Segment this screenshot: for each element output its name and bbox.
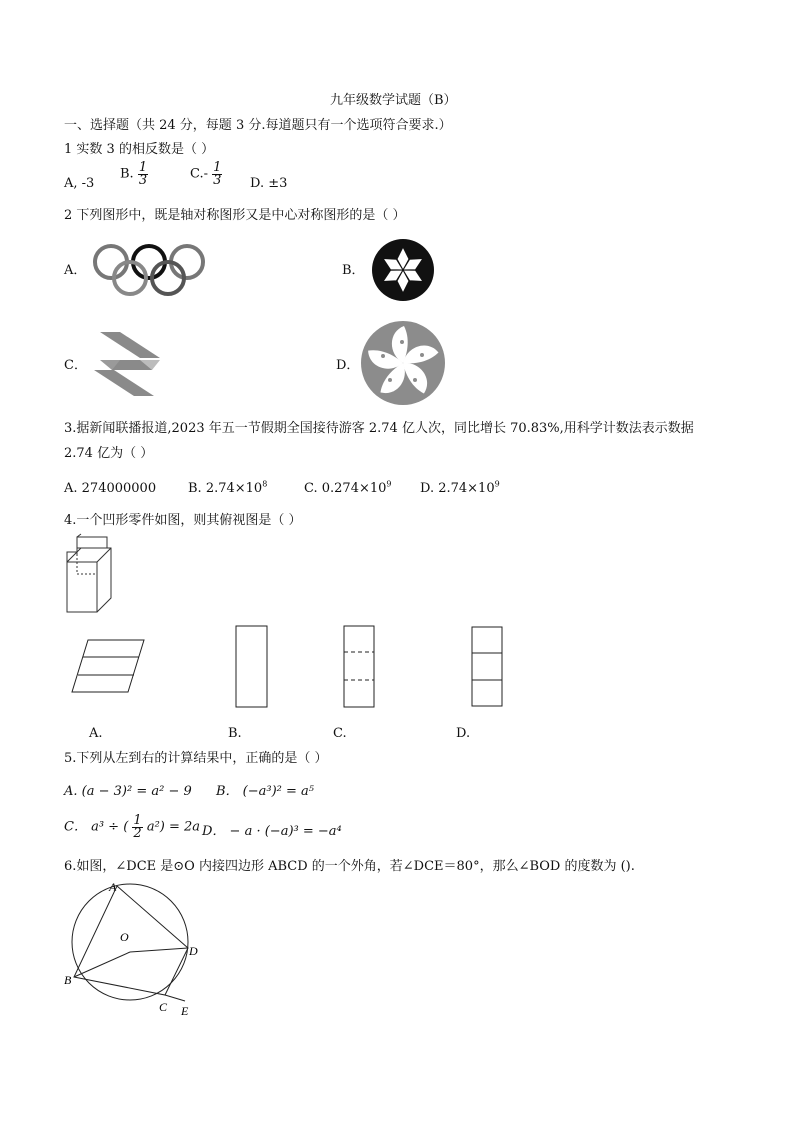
q5-option-c-pre: C． a³ ÷ ( [64,819,129,835]
q1-option-a: A, -3 [64,176,95,191]
q5-option-a: A. (a − 3)² = a² − 9 [64,784,192,799]
q3-option-d [420,481,500,497]
q2-option-b: B． [342,263,365,278]
q1-option-d: D. ±3 [250,176,288,191]
hexagonal-star-emblem-icon [370,237,436,303]
q1-c-numerator: 1 [213,160,222,175]
q6-label-e: E [181,1004,189,1018]
q3-option-b-base: B. 2.74×10 [188,481,263,496]
section-heading: 一、选择题（共 24 分，每题 3 分.每道题只有一个选项符合要求.） [64,118,452,133]
q4-option-d: D. [456,726,471,741]
q6-label-c: C [159,1000,168,1014]
q1-stem: 1 实数 3 的相反数是（ ） [64,142,215,157]
q5-c-numerator: 1 [133,813,142,828]
q5-option-c-fraction [132,815,142,840]
q5-option-c [64,815,200,840]
q4-stem: 4.一个凹形零件如图，则其俯视图是（ ） [64,513,302,528]
q1-option-c-fraction [212,162,222,187]
q6-label-a: A [109,880,117,894]
q2-stem: 2 下列图形中，既是轴对称图形又是中心对称图形的是（ ） [64,208,406,223]
q3-option-a: A. 274000000 [64,481,157,496]
q6-label-o: O [120,930,129,944]
q1-option-b-prefix: B. [120,166,134,182]
q4-option-c-figure [343,625,377,709]
concave-part-3d-figure [64,534,124,616]
q2-option-d: D． [336,358,360,373]
q3-option-b [188,481,267,497]
q5-stem: 5.下列从左到右的计算结果中，正确的是（ ） [64,751,328,766]
q1-option-b [120,162,148,187]
q4-option-b-figure [235,625,269,709]
q4-option-d-figure [471,626,505,710]
q3-option-b-exponent: 8 [262,479,268,489]
page-title: 九年级数学试题（B） [330,93,457,108]
q3-stem-line2: 2.74 亿为（ ） [64,446,154,461]
q6-circle-quadrilateral-figure [60,880,200,1020]
q3-option-d-exponent: 9 [494,479,500,489]
q5-option-d: D． − a · (−a)³ = −a⁴ [202,824,342,839]
q1-option-b-fraction [138,162,148,187]
q2-option-a: A． [64,263,87,278]
q2-option-c: C． [64,358,87,373]
q6-label-d: D [189,944,198,958]
q4-option-c: C. [333,726,347,741]
q3-option-d-base: D. 2.74×10 [420,481,495,496]
q3-option-c-exponent: 9 [386,479,392,489]
q6-label-b: B [64,973,72,987]
q4-option-b: B. [228,726,242,741]
q5-c-denominator: 2 [133,826,142,841]
q3-option-c-base: C. 0.274×10 [304,481,387,496]
q4-option-a: A. [89,726,103,741]
q5-option-c-post: a²) = 2a [146,819,201,835]
s-logo-icon [92,330,162,400]
q6-stem: 6.如图，∠DCE 是⊙O 内接四边形 ABCD 的一个外角，若∠DCE＝80°，那么∠BOD 的度数为 (). [64,859,635,874]
bauhinia-flower-emblem-icon [358,320,448,410]
q1-option-c [190,162,222,187]
q1-b-numerator: 1 [138,160,148,175]
q5-option-b: B． (−a³)² = a⁵ [216,784,315,799]
q3-option-c [304,481,392,497]
q3-stem-line1: 3.据新闻联播报道,2023 年五一节假期全国接待游客 2.74 亿人次，同比增长 70.83%,用科学计数法表示数据 [64,421,694,436]
q4-option-a-figure [70,638,150,698]
olympic-rings-icon [92,242,212,302]
q1-b-denominator: 3 [138,173,148,188]
q1-option-c-prefix: C.- [190,166,209,182]
q1-c-denominator: 3 [213,173,222,188]
